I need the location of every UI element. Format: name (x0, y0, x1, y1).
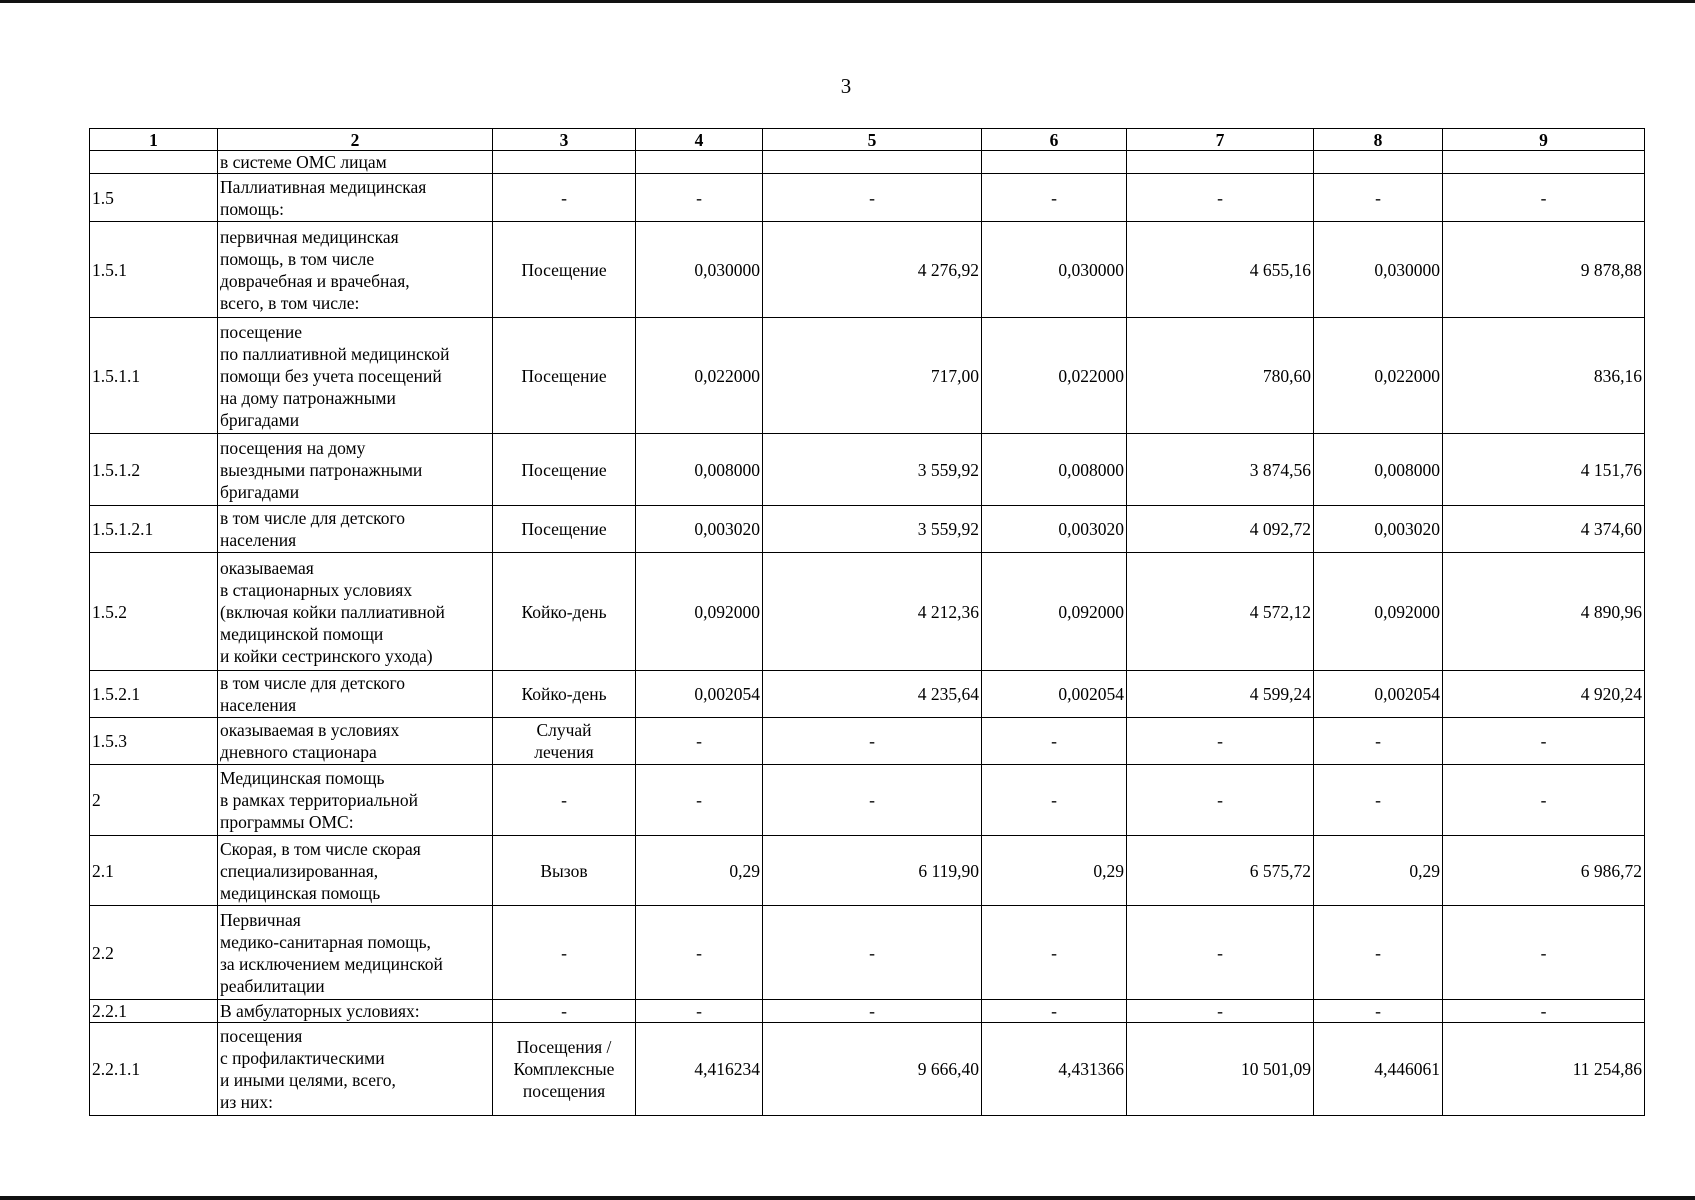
column-header: 3 (493, 129, 636, 151)
value-cell: 4,416234 (636, 1023, 763, 1116)
row-name: Медицинская помощь в рамках территориальной программы ОМС: (218, 765, 493, 836)
value-cell: 836,16 (1443, 318, 1645, 434)
value-cell: 4,431366 (982, 1023, 1127, 1116)
value-cell: 0,002054 (1314, 671, 1443, 718)
value-cell: 0,29 (1314, 836, 1443, 906)
column-header: 5 (763, 129, 982, 151)
value-cell: 4,446061 (1314, 1023, 1443, 1116)
value-cell: 0,002054 (982, 671, 1127, 718)
table-row (90, 506, 1645, 553)
unit-cell: Койко-день (493, 671, 636, 718)
value-cell: 4 572,12 (1127, 553, 1314, 671)
value-cell: 0,29 (636, 836, 763, 906)
unit-cell (493, 151, 636, 174)
table-row (90, 222, 1645, 318)
value-cell: - (1127, 906, 1314, 1000)
row-name: Паллиативная медицинская помощь: (218, 174, 493, 222)
value-cell: 0,030000 (636, 222, 763, 318)
row-code: 1.5.1 (90, 222, 218, 318)
value-cell: - (763, 906, 982, 1000)
value-cell (763, 151, 982, 174)
value-cell: 10 501,09 (1127, 1023, 1314, 1116)
unit-cell: - (493, 1000, 636, 1023)
row-name: оказываемая в стационарных условиях (включая койки паллиативной медицинской помощи и койки сестринского ухода) (218, 553, 493, 671)
value-cell: - (1443, 906, 1645, 1000)
value-cell: 6 575,72 (1127, 836, 1314, 906)
value-cell (1314, 151, 1443, 174)
row-name: посещения на дому выездными патронажными бригадами (218, 434, 493, 506)
value-cell: - (1443, 718, 1645, 765)
row-name: в системе ОМС лицам (218, 151, 493, 174)
column-header: 1 (90, 129, 218, 151)
value-cell: 3 559,92 (763, 506, 982, 553)
value-cell (982, 151, 1127, 174)
table-row (90, 765, 1645, 836)
value-cell: - (1314, 718, 1443, 765)
table-row (90, 671, 1645, 718)
unit-cell: - (493, 765, 636, 836)
value-cell: 9 666,40 (763, 1023, 982, 1116)
value-cell: - (1127, 718, 1314, 765)
row-name: посещение по паллиативной медицинской помощи без учета посещений на дому патронажными бригадами (218, 318, 493, 434)
table-row (90, 1000, 1645, 1023)
data-table (89, 128, 1645, 1116)
column-header: 9 (1443, 129, 1645, 151)
column-header: 8 (1314, 129, 1443, 151)
value-cell: 0,003020 (1314, 506, 1443, 553)
value-cell: 4 235,64 (763, 671, 982, 718)
value-cell: - (1127, 765, 1314, 836)
unit-cell: - (493, 906, 636, 1000)
unit-cell: Посещение (493, 318, 636, 434)
value-cell: - (982, 1000, 1127, 1023)
row-name: В амбулаторных условиях: (218, 1000, 493, 1023)
column-number-row (90, 129, 1645, 151)
table-row (90, 906, 1645, 1000)
unit-cell: Посещение (493, 222, 636, 318)
column-header: 4 (636, 129, 763, 151)
value-cell: 0,092000 (1314, 553, 1443, 671)
page-number: 3 (840, 74, 852, 98)
value-cell: 0,29 (982, 836, 1127, 906)
row-code: 1.5.1.2 (90, 434, 218, 506)
row-code: 2 (90, 765, 218, 836)
value-cell: - (763, 765, 982, 836)
table-row (90, 174, 1645, 222)
column-header: 7 (1127, 129, 1314, 151)
unit-cell: Посещение (493, 434, 636, 506)
value-cell: 3 559,92 (763, 434, 982, 506)
value-cell: - (763, 174, 982, 222)
value-cell (1443, 151, 1645, 174)
value-cell: 6 119,90 (763, 836, 982, 906)
value-cell (636, 151, 763, 174)
row-code: 1.5.1.1 (90, 318, 218, 434)
value-cell: - (636, 718, 763, 765)
row-code: 2.2 (90, 906, 218, 1000)
value-cell: 3 874,56 (1127, 434, 1314, 506)
row-code: 2.2.1 (90, 1000, 218, 1023)
unit-cell: Вызов (493, 836, 636, 906)
value-cell: 0,022000 (1314, 318, 1443, 434)
unit-cell: - (493, 174, 636, 222)
table-row (90, 718, 1645, 765)
value-cell: - (1443, 1000, 1645, 1023)
value-cell: 0,008000 (1314, 434, 1443, 506)
row-name: в том числе для детского населения (218, 671, 493, 718)
value-cell: 0,003020 (636, 506, 763, 553)
value-cell: - (982, 906, 1127, 1000)
value-cell (1127, 151, 1314, 174)
value-cell: 0,008000 (982, 434, 1127, 506)
table-row (90, 318, 1645, 434)
value-cell: 4 599,24 (1127, 671, 1314, 718)
value-cell: 780,60 (1127, 318, 1314, 434)
value-cell: - (763, 718, 982, 765)
table-row (90, 434, 1645, 506)
value-cell: 4 212,36 (763, 553, 982, 671)
value-cell: 0,003020 (982, 506, 1127, 553)
value-cell: - (1127, 1000, 1314, 1023)
value-cell: 0,092000 (636, 553, 763, 671)
table-row (90, 1023, 1645, 1116)
row-code: 1.5.2.1 (90, 671, 218, 718)
row-code: 1.5 (90, 174, 218, 222)
column-header: 2 (218, 129, 493, 151)
table-row (90, 151, 1645, 174)
table-row (90, 836, 1645, 906)
value-cell: - (636, 906, 763, 1000)
value-cell: - (636, 174, 763, 222)
value-cell: - (1314, 174, 1443, 222)
value-cell: - (1314, 906, 1443, 1000)
value-cell: 9 878,88 (1443, 222, 1645, 318)
value-cell: - (1314, 1000, 1443, 1023)
value-cell: 4 151,76 (1443, 434, 1645, 506)
value-cell: - (982, 718, 1127, 765)
unit-cell: Койко-день (493, 553, 636, 671)
row-code: 1.5.3 (90, 718, 218, 765)
value-cell: - (1127, 174, 1314, 222)
value-cell: 0,030000 (1314, 222, 1443, 318)
value-cell: 4 092,72 (1127, 506, 1314, 553)
value-cell: 0,008000 (636, 434, 763, 506)
scan-bottom-edge (0, 1196, 1695, 1200)
table-row (90, 553, 1645, 671)
column-header: 6 (982, 129, 1127, 151)
value-cell: - (1443, 765, 1645, 836)
value-cell: 0,002054 (636, 671, 763, 718)
value-cell: 0,030000 (982, 222, 1127, 318)
value-cell: - (763, 1000, 982, 1023)
value-cell: 4 920,24 (1443, 671, 1645, 718)
value-cell: - (636, 1000, 763, 1023)
value-cell: 6 986,72 (1443, 836, 1645, 906)
value-cell: - (636, 765, 763, 836)
unit-cell: Посещения / Комплексные посещения (493, 1023, 636, 1116)
unit-cell: Случай лечения (493, 718, 636, 765)
row-code: 2.2.1.1 (90, 1023, 218, 1116)
value-cell: 4 655,16 (1127, 222, 1314, 318)
row-name: оказываемая в условиях дневного стационара (218, 718, 493, 765)
unit-cell: Посещение (493, 506, 636, 553)
value-cell: 11 254,86 (1443, 1023, 1645, 1116)
value-cell: - (1314, 765, 1443, 836)
row-name: посещения с профилактическими и иными целями, всего, из них: (218, 1023, 493, 1116)
value-cell: 0,022000 (636, 318, 763, 434)
row-name: первичная медицинская помощь, в том числе доврачебная и врачебная, всего, в том числе: (218, 222, 493, 318)
value-cell: - (982, 174, 1127, 222)
value-cell: 4 890,96 (1443, 553, 1645, 671)
scan-top-edge (0, 0, 1695, 3)
value-cell: 4 276,92 (763, 222, 982, 318)
value-cell: 4 374,60 (1443, 506, 1645, 553)
value-cell: 0,022000 (982, 318, 1127, 434)
row-code (90, 151, 218, 174)
value-cell: - (982, 765, 1127, 836)
value-cell: 0,092000 (982, 553, 1127, 671)
row-code: 2.1 (90, 836, 218, 906)
row-name: в том числе для детского населения (218, 506, 493, 553)
row-code: 1.5.2 (90, 553, 218, 671)
row-name: Скорая, в том числе скорая специализированная, медицинская помощь (218, 836, 493, 906)
row-code: 1.5.1.2.1 (90, 506, 218, 553)
value-cell: 717,00 (763, 318, 982, 434)
row-name: Первичная медико-санитарная помощь, за исключением медицинской реабилитации (218, 906, 493, 1000)
value-cell: - (1443, 174, 1645, 222)
table-body (90, 151, 1645, 1116)
